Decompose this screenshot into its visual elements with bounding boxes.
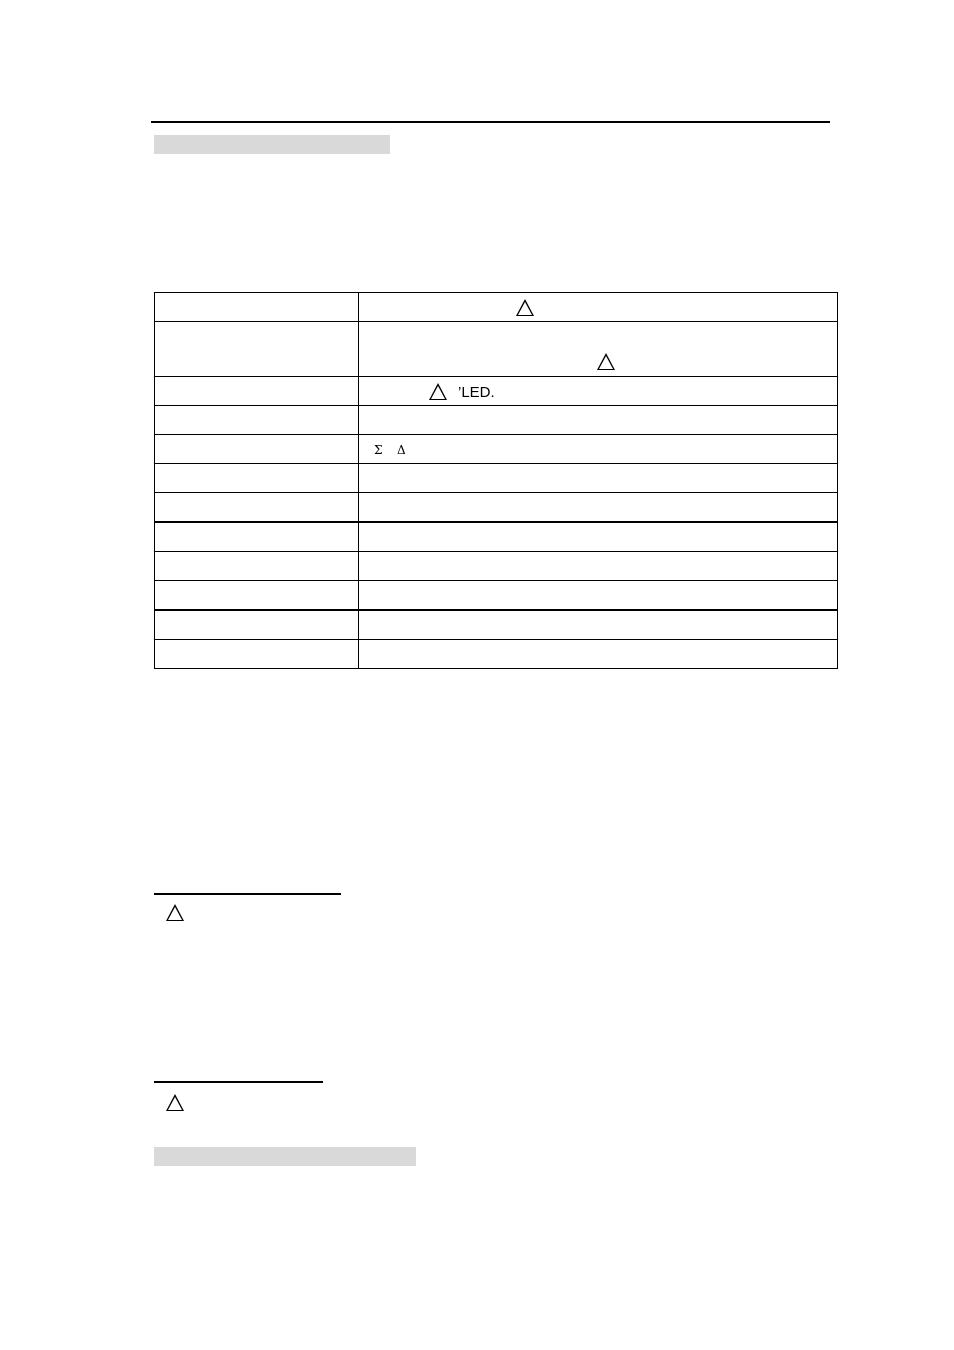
table-cell [155, 322, 359, 377]
table-cell [155, 522, 359, 552]
spec-table [154, 292, 838, 669]
table-row [155, 406, 838, 435]
table-row [155, 322, 838, 377]
table-row [155, 552, 838, 581]
header-rule [151, 121, 830, 123]
table-cell [155, 464, 359, 493]
subheading-underline [154, 893, 341, 895]
warning-triangle-icon [166, 1094, 184, 1111]
table-row [155, 610, 838, 640]
table-cell [155, 377, 359, 406]
table-cell [359, 640, 838, 669]
table-cell [155, 406, 359, 435]
warning-triangle-icon [597, 353, 615, 370]
table-row [155, 464, 838, 493]
table-row [155, 293, 838, 322]
table-cell [359, 581, 838, 611]
sigma-symbol: Σ [374, 443, 383, 457]
row-text: ’LED. [458, 384, 495, 401]
table-row [155, 377, 838, 406]
warning-triangle-icon [429, 383, 447, 400]
table-row [155, 522, 838, 552]
table-row [155, 640, 838, 669]
table-cell [359, 377, 838, 406]
table-row [155, 435, 838, 464]
table-cell [155, 610, 359, 640]
table-cell [155, 552, 359, 581]
table-cell [359, 435, 838, 464]
subheading-underline [154, 1081, 323, 1083]
warning-triangle-icon [516, 299, 534, 316]
table-cell [359, 464, 838, 493]
table-row [155, 493, 838, 523]
table-cell [359, 293, 838, 322]
table-cell [359, 552, 838, 581]
table-cell [359, 322, 838, 377]
section-heading-highlight [154, 135, 390, 154]
section-heading-highlight [154, 1147, 416, 1166]
table-cell [155, 435, 359, 464]
warning-triangle-icon [166, 904, 184, 921]
table-cell [359, 522, 838, 552]
table-cell [155, 293, 359, 322]
table-cell [155, 581, 359, 611]
table-cell [359, 493, 838, 523]
table-cell [155, 493, 359, 523]
table-cell [155, 640, 359, 669]
delta-symbol: Δ [397, 443, 406, 457]
table-row [155, 581, 838, 611]
table-cell [359, 610, 838, 640]
table-cell [359, 406, 838, 435]
